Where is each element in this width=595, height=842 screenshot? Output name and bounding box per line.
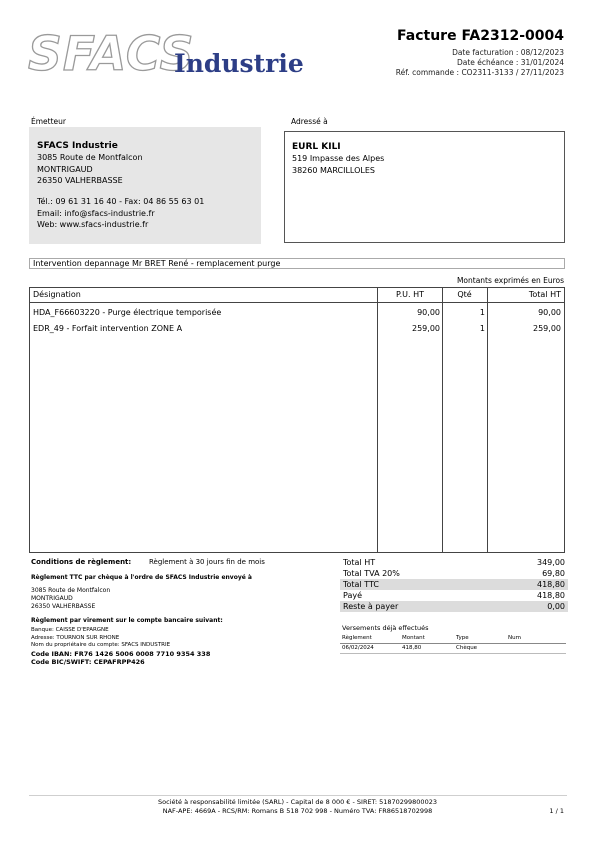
- invoice-subject: Intervention depannage Mr BRET René - remplacement purge: [29, 258, 565, 269]
- addressee-zip: 38260 MARCILLOLES: [292, 165, 375, 175]
- total-tva-value: 69,80: [542, 569, 565, 578]
- addressee-address: 519 Impasse des Alpes: [292, 154, 385, 163]
- payments-header-date: Règlement: [342, 635, 372, 641]
- issuer-email: Email: info@sfacs-industrie.fr: [37, 208, 155, 218]
- total-ht-label: Total HT: [343, 558, 376, 567]
- issuer-phone: Tél.: 09 61 31 16 40 - Fax: 04 86 55 63 01: [37, 197, 205, 206]
- account-owner: Nom du propriétaire du compte: SFACS INDUSTRIE: [31, 642, 171, 648]
- row-designation: HDA_F66603220 - Purge électrique temporisée: [33, 308, 222, 317]
- total-ttc-row: [340, 579, 568, 590]
- invoice-date: Date facturation : 08/12/2023: [452, 48, 564, 57]
- cheque-address-line: MONTRIGAUD: [31, 595, 73, 602]
- issuer-label: Émetteur: [31, 117, 66, 126]
- row-quantity: 1: [479, 324, 485, 333]
- payments-header: [340, 634, 566, 644]
- issuer-web: Web: www.sfacs-industrie.fr: [37, 220, 149, 229]
- payment-date: 06/02/2024: [342, 645, 374, 651]
- cheque-address-line: 26350 VALHERBASSE: [31, 603, 96, 610]
- logo-suffix: Industrie: [174, 49, 304, 78]
- order-reference: Réf. commande : CO2311-3133 / 27/11/2023: [395, 68, 564, 77]
- invoice-due-date: Date échéance : 31/01/2024: [456, 58, 564, 67]
- header-total: Total HT: [528, 290, 561, 299]
- payment-amount: 418,80: [402, 645, 422, 651]
- issuer-name: SFACS Industrie: [37, 141, 118, 151]
- table-row: [30, 306, 564, 322]
- total-ttc-value: 418,80: [537, 580, 565, 589]
- addressee-name: EURL KILI: [292, 142, 341, 152]
- payments-table: [340, 634, 566, 654]
- total-ht-row: [340, 557, 568, 568]
- row-quantity: 1: [479, 308, 485, 317]
- payments-header-num: Num: [508, 635, 521, 641]
- addressee-label: Adressé à: [291, 117, 328, 126]
- logo-brand: SFACS: [28, 27, 195, 82]
- transfer-title: Règlement par virement sur le compte bancaire suivant:: [31, 617, 223, 624]
- table-row: [30, 322, 564, 338]
- footer-divider: [29, 795, 567, 796]
- paid-row: [340, 590, 568, 601]
- conditions-label: Conditions de règlement:: [31, 558, 132, 566]
- remaining-value: 0,00: [547, 602, 565, 611]
- bic-code: Code BIC/SWIFT: CEPAFRPP426: [31, 658, 145, 666]
- header-quantity: Qté: [457, 290, 472, 299]
- remaining-label: Reste à payer: [343, 602, 399, 611]
- iban-code: Code IBAN: FR76 1426 5006 0008 7710 9354 338: [31, 649, 211, 658]
- row-unit-price: 259,00: [412, 324, 440, 333]
- payments-header-type: Type: [456, 635, 469, 641]
- total-ht-value: 349,00: [537, 558, 565, 567]
- total-tva-label: Total TVA 20%: [343, 569, 400, 578]
- items-table: [29, 287, 565, 553]
- payment-type: Chèque: [456, 645, 478, 651]
- payment-conditions: [31, 557, 331, 667]
- page-number: 1 / 1: [549, 807, 564, 815]
- addressee-box: [284, 131, 565, 243]
- header-designation: Désignation: [33, 290, 81, 299]
- issuer-city: MONTRIGAUD: [37, 164, 93, 174]
- conditions-value: Règlement à 30 jours fin de mois: [149, 558, 265, 566]
- currency-note: Montants exprimés en Euros: [456, 276, 564, 285]
- footer-legal-line: NAF-APE: 4669A - RCS/RM: Romans B 518 702 998 - Numéro TVA: FR86518702998: [162, 807, 433, 815]
- payments-header-amount: Montant: [402, 635, 425, 641]
- row-unit-price: 90,00: [417, 308, 440, 317]
- issuer-zip: 26350 VALHERBASSE: [37, 176, 123, 185]
- header-unit-price: P.U. HT: [396, 290, 424, 299]
- issuer-address: 3085 Route de Montfalcon: [37, 153, 143, 162]
- row-designation: EDR_49 - Forfait intervention ZONE A: [33, 324, 183, 333]
- remaining-row: [340, 601, 568, 612]
- footer-legal-line: Société à responsabilité limitée (SARL) - Capital de 8 000 € - SIRET: 51870299800023: [158, 798, 437, 806]
- row-total: 90,00: [538, 308, 561, 317]
- cheque-title: Règlement TTC par chèque à l'ordre de SFACS Industrie envoyé à: [31, 574, 252, 581]
- paid-value: 418,80: [537, 591, 565, 600]
- payments-title: Versements déjà effectués: [342, 624, 429, 632]
- payment-row: [340, 644, 566, 654]
- bank-address: Adresse: TOURNON SUR RHONE: [31, 634, 120, 641]
- issuer-box: [29, 127, 261, 244]
- totals-block: [340, 557, 568, 612]
- invoice-title: Facture FA2312-0004: [397, 28, 564, 44]
- total-tva-row: [340, 568, 568, 579]
- bank-name: Banque: CAISSE D'EPARGNE: [31, 627, 109, 633]
- company-logo: [28, 27, 304, 84]
- paid-label: Payé: [343, 591, 363, 600]
- row-total: 259,00: [533, 324, 561, 333]
- cheque-address-line: 3085 Route de Montfalcon: [31, 587, 111, 594]
- total-ttc-label: Total TTC: [343, 580, 379, 589]
- table-header: [30, 288, 564, 303]
